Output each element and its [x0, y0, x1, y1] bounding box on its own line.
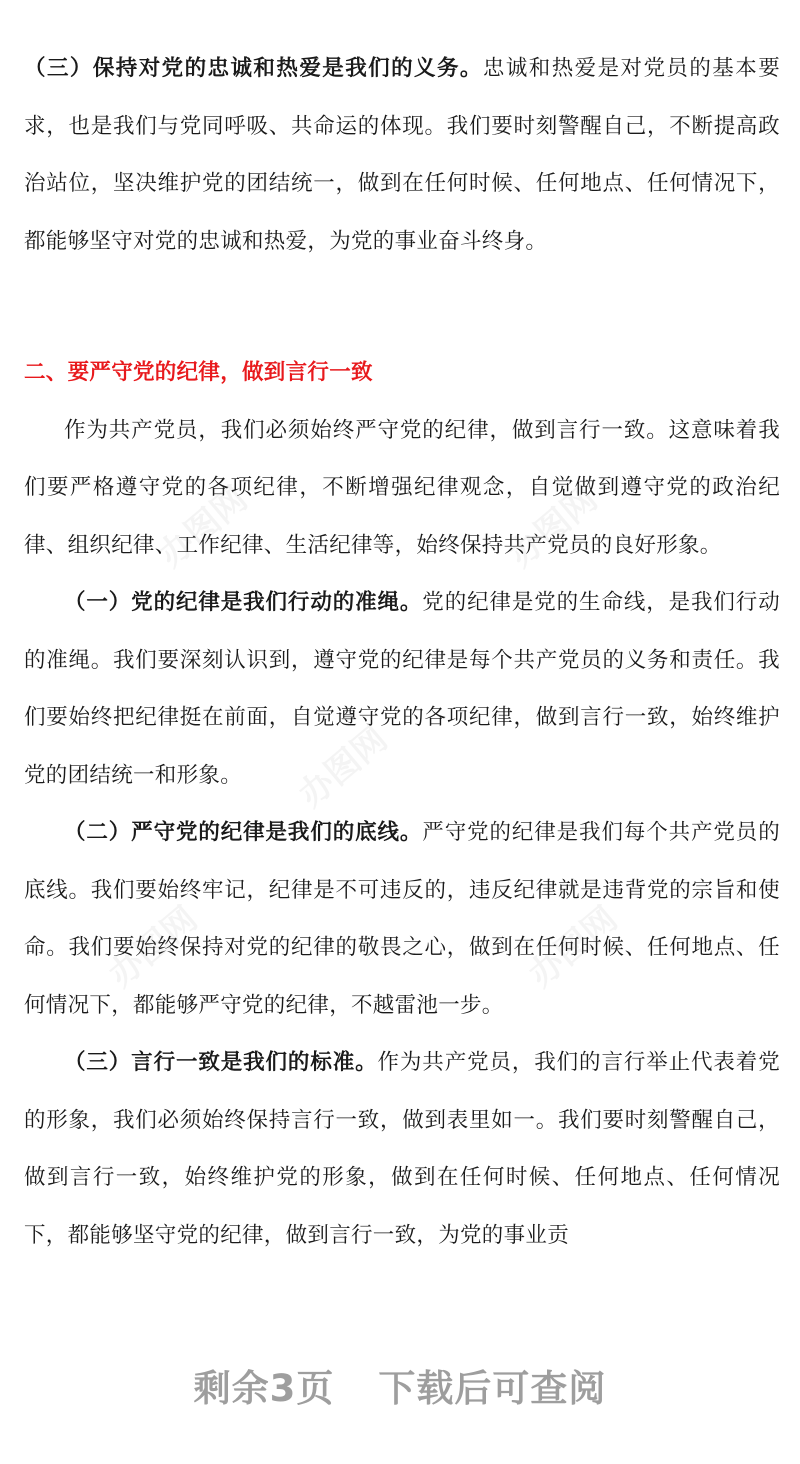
paragraph-body: 忠诚和热爱是对党员的基本要求，也是我们与党同呼吸、共命运的体现。我们要时刻警醒自己，不断提高政治站位，坚决维护党的团结统一，做到在任何时候、任何地点、任何情况下，都能够坚守对党的忠诚和热爱，为党的事业奋斗终身。	[24, 56, 780, 254]
paragraph-lead: （二）严守党的纪律是我们的底线。	[64, 820, 423, 845]
paragraph-body: 严守党的纪律是我们每个共产党员的底线。我们要始终牢记，纪律是不可违反的，违反纪律就是违背党的宗旨和使命。我们要始终保持对党的纪律的敬畏之心，做到在任何时候、任何地点、任何情况下，都能够严守党的纪律，不越雷池一步。	[24, 820, 780, 1018]
section-heading: 二、要严守党的纪律，做到言行一致	[24, 360, 373, 385]
watermark: 办图网	[501, 479, 606, 576]
watermark: 办图网	[291, 719, 396, 816]
paragraph-lead: （一）党的纪律是我们行动的准绳。	[64, 590, 423, 615]
paragraph-lead: （三）保持对党的忠诚和热爱是我们的义务。	[24, 56, 483, 81]
paragraph-discipline-guideline	[24, 574, 780, 804]
paragraph-body: 党的纪律是党的生命线，是我们行动的准绳。我们要深刻认识到，遵守党的纪律是每个共产党员的义务和责任。我们要始终把纪律挺在前面，自觉遵守党的各项纪律，做到言行一致，始终维护党的团结统一和形象。	[24, 590, 780, 788]
watermark: 办图网	[521, 899, 626, 996]
paragraph-body: 作为共产党员，我们的言行举止代表着党的形象，我们必须始终保持言行一致，做到表里如一。我们要时刻警醒自己，做到言行一致，始终维护党的形象，做到在任何时候、任何地点、任何情况下，都能够坚守党的纪律，做到言行一致，为党的事业贡	[24, 1050, 781, 1248]
remaining-pages-label: 剩余3页	[193, 1367, 335, 1410]
paragraph-lead: （三）言行一致是我们的标准。	[64, 1050, 378, 1075]
download-to-view-label: 下载后可查阅	[378, 1367, 607, 1410]
paragraph-discipline-bottomline	[24, 804, 780, 1034]
paragraph-words-deeds	[24, 1034, 780, 1264]
paragraph-loyalty	[24, 40, 780, 270]
watermark: 办图网	[151, 479, 256, 576]
section-intro: 作为共产党员，我们必须始终严守党的纪律，做到言行一致。这意味着我们要严格遵守党的各项纪律，不断增强纪律观念，自觉做到遵守党的政治纪律、组织纪律、工作纪律、生活纪律等，始终保持共产党员的良好形象。	[24, 417, 780, 558]
document-page	[24, 0, 780, 1264]
watermark: 办图网	[101, 899, 206, 996]
download-prompt-banner[interactable]	[0, 1358, 800, 1412]
